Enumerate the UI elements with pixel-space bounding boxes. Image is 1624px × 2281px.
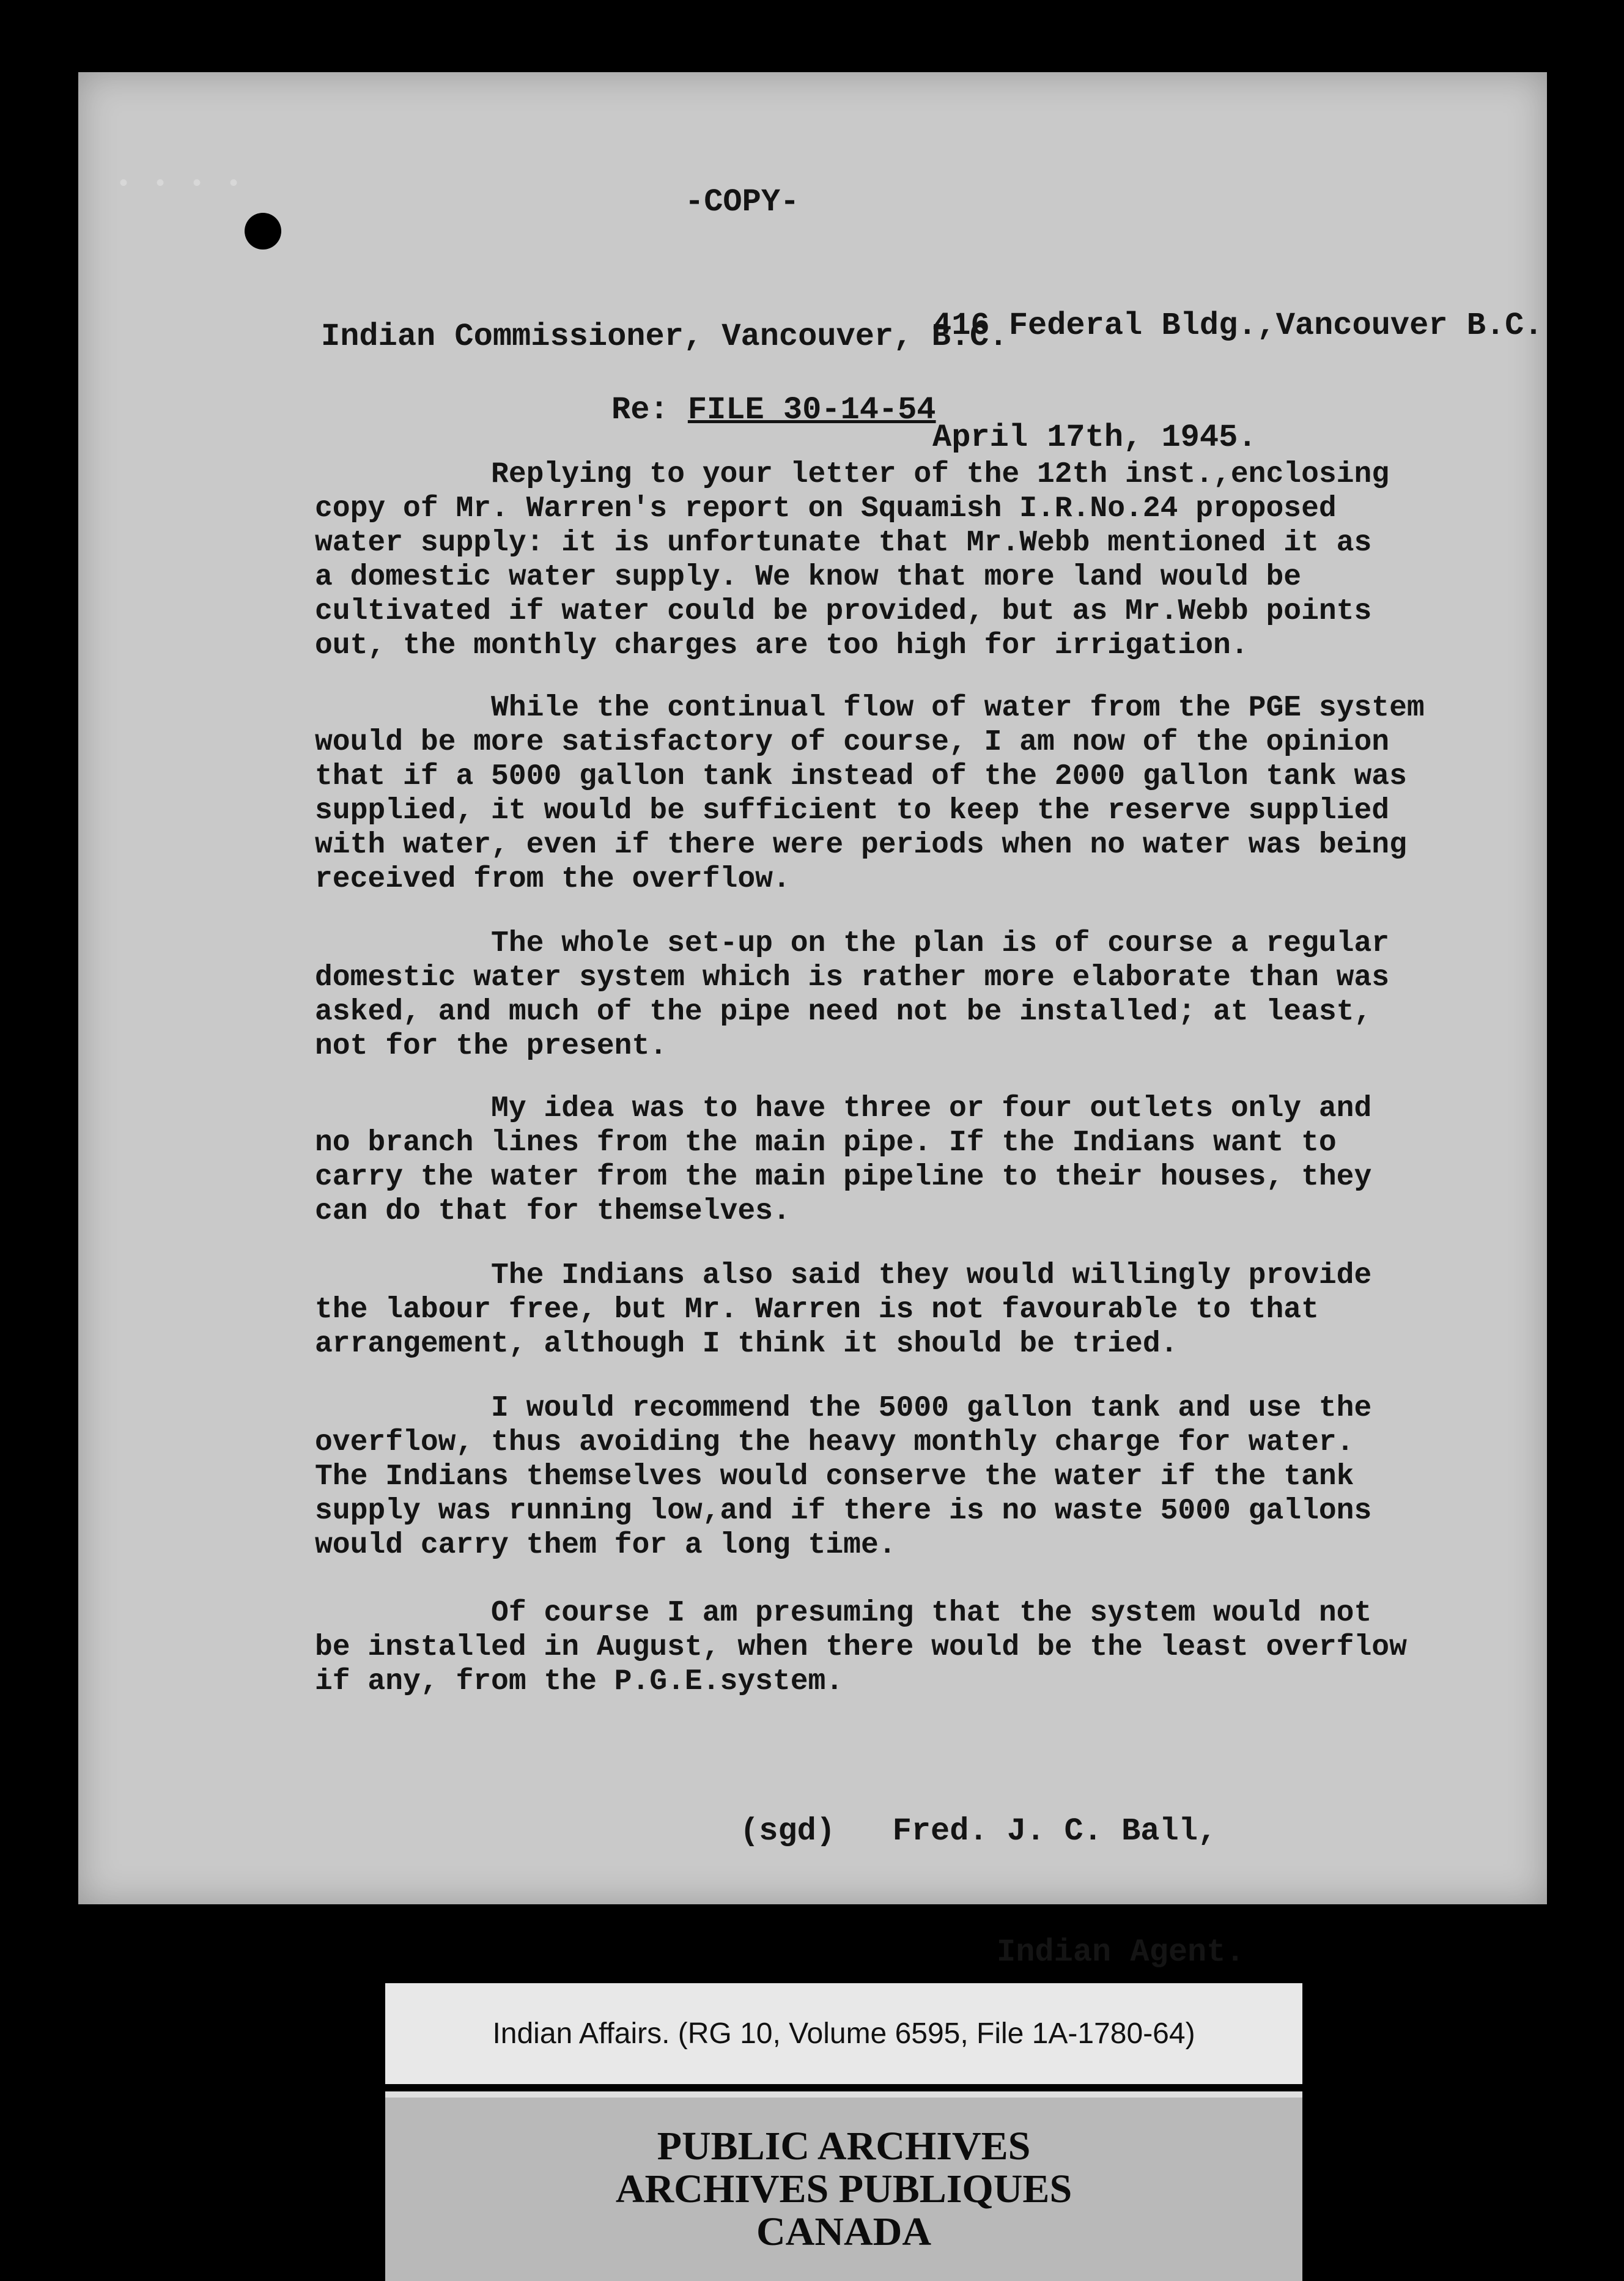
sender-address <box>932 232 1543 494</box>
signature-block <box>740 1731 1245 2013</box>
film-edge-marks: •••• <box>116 171 264 199</box>
address-line-1: 416 Federal Bldg.,Vancouver B.C. <box>932 308 1543 344</box>
copy-mark: -COPY- <box>685 184 800 220</box>
paragraph-4: My idea was to have three or four outlets only and no branch lines from the main pipe. If the Indians want to carry the water from the main pipeline to their houses, they can do that for themselves. <box>315 1092 1372 1228</box>
signature-title: Indian Agent. <box>997 1934 1245 1970</box>
archives-stamp-line-1: PUBLIC ARCHIVES <box>657 2124 1031 2168</box>
subject-line <box>611 391 936 429</box>
archive-reference-text: Indian Affairs. (RG 10, Volume 6595, File 1A-1780-64) <box>492 2017 1195 2050</box>
paragraph-5: The Indians also said they would willingly provide the labour free, but Mr. Warren is not favourable to that arrangement, although I think it should be tried. <box>315 1259 1372 1361</box>
letter-date: April 17th, 1945. <box>932 420 1257 456</box>
archives-stamp <box>385 2091 1302 2281</box>
punch-hole <box>245 213 281 250</box>
addressee: Indian Commissioner, Vancouver, B.C. <box>321 319 1008 355</box>
archives-stamp-line-2: ARCHIVES PUBLIQUES <box>615 2167 1072 2211</box>
re-label: Re: <box>611 392 669 428</box>
paragraph-3: The whole set-up on the plan is of course a regular domestic water system which is rather more elaborate than was asked, and much of the pipe need not be installed; at least, not for the present. <box>315 927 1390 1063</box>
archives-stamp-line-3: CANADA <box>756 2209 931 2254</box>
signature-name: (sgd) Fred. J. C. Ball, <box>740 1813 1217 1849</box>
paragraph-1: Replying to your letter of the 12th inst.,enclosing copy of Mr. Warren's report on Squamish I.R.No.24 proposed water supply: it is unfortunate that Mr.Webb mentioned it as a domestic water supply. We know that more land would be cultivated if water could be provided, but as Mr.Webb points out, the monthly charges are too high for irrigation. <box>315 458 1390 662</box>
paragraph-7: Of course I am presuming that the system would not be installed in August, when there would be the least overflow if any, from the P.G.E.system. <box>315 1597 1407 1698</box>
paragraph-2: While the continual flow of water from the PGE system would be more satisfactory of course, I am now of the opinion that if a 5000 gallon tank instead of the 2000 gallon tank was supplied, it would be sufficient to keep the reserve supplied with water, even if there were periods when no water was being received from the overflow. <box>315 692 1425 896</box>
paragraph-6: I would recommend the 5000 gallon tank and use the overflow, thus avoiding the heavy monthly charge for water. The Indians themselves would conserve the water if the tank supply was running low,and if there is no waste 5000 gallons would carry them for a long time. <box>315 1392 1372 1562</box>
file-reference: FILE 30-14-54 <box>687 392 936 428</box>
archive-reference-label <box>385 1983 1302 2084</box>
